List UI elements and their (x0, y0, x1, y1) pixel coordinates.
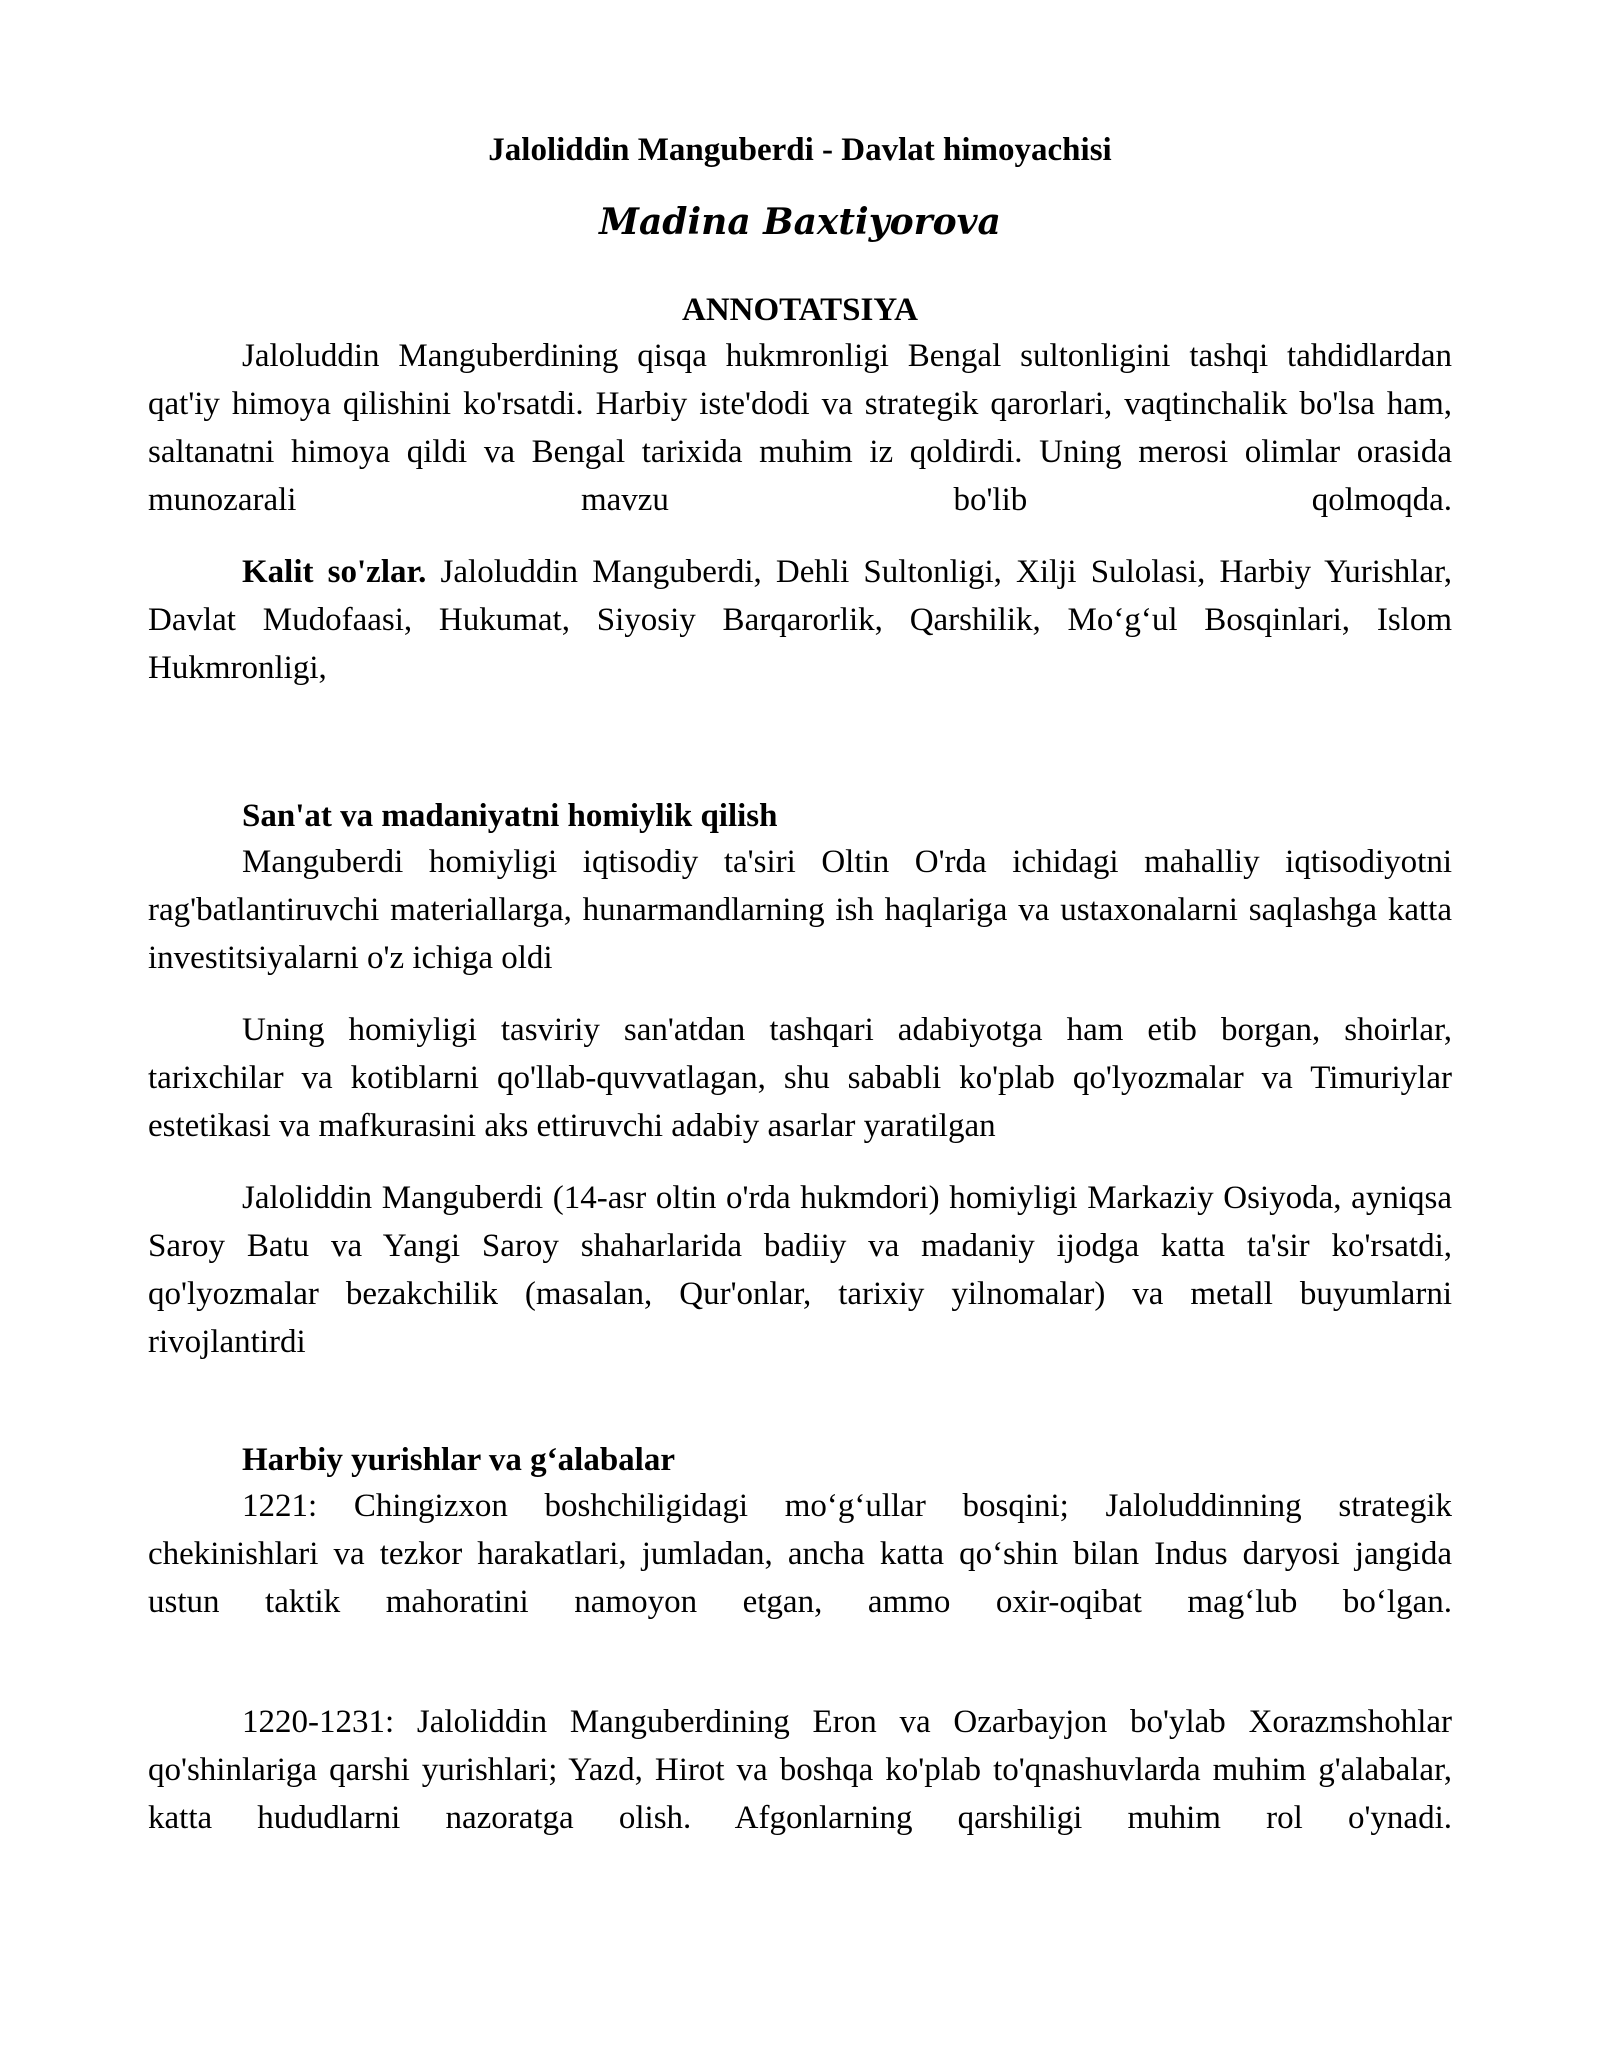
keywords-label: Kalit so'zlar. (242, 554, 427, 590)
keywords-paragraph (148, 548, 1452, 692)
annotation-paragraph: Jaloluddin Manguberdining qisqa hukmronligi Bengal sultonligini tashqi tahdidlardan qat'iy himoya qilishini ko'rsatdi. Harbiy iste'dodi va strategik qarorlari, vaqtinchalik bo'lsa ham, saltanatni himoya qildi va Bengal tarixida muhim iz qoldirdi. Uning merosi olimlar orasida munozarali mavzu bo'lib qolmoqda. (148, 338, 1452, 518)
arts-paragraph-2: Uning homiyligi tasviriy san'atdan tashqari adabiyotga ham etib borgan, shoirlar, tarixchilar va kotiblarni qo'llab-quvvatlagan, shu sababli ko'plab qo'lyozmalar va Timuriylar estetikasi va mafkurasini aks ettiruvchi adabiy asarlar yaratilgan (148, 1012, 1452, 1144)
annotation-heading: ANNOTATSIYA (682, 292, 918, 328)
section-heading-arts: San'at va madaniyatni homiylik qilish (242, 798, 778, 834)
arts-paragraph-3: Jaloliddin Manguberdi (14-asr oltin o'rda hukmdori) homiyligi Markaziy Osiyoda, ayniqsa Saroy Batu va Yangi Saroy shaharlarida badiiy va madaniy ijodga katta ta'sir ko'rsatdi, qo'lyozmalar bezakchilik (masalan, Qur'onlar, tarixiy yilnomalar) va metall buyumlarni rivojlantirdi (148, 1180, 1452, 1360)
author-name: Madina Baxtiyorova (599, 201, 1001, 243)
campaigns-paragraph-2: 1220-1231: Jaloliddin Manguberdining Eron va Ozarbayjon bo'ylab Xorazmshohlar qo'shinlariga qarshi yurishlari; Yazd, Hirot va boshqa ko'plab to'qnashuvlarda muhim g'alabalar, katta hududlarni nazoratga olish. Afgonlarning qarshiligi muhim rol o'ynadi. (148, 1704, 1452, 1836)
document-title: Jaloliddin Manguberdi - Davlat himoyachisi (488, 132, 1112, 168)
document-content (148, 128, 1452, 1842)
arts-paragraph-1: Manguberdi homiyligi iqtisodiy ta'siri Oltin O'rda ichidagi mahalliy iqtisodiyotni rag'batlantiruvchi materiallarga, hunarmandlarning ish haqlariga va ustaxonalarni saqlashga katta investitsiyalarni o'z ichiga oldi (148, 844, 1452, 976)
campaigns-paragraph-1: 1221: Chingizxon boshchiligidagi mo‘g‘ullar bosqini; Jaloluddinning strategik chekinishlari va tezkor harakatlari, jumladan, ancha katta qo‘shin bilan Indus daryosi jangida ustun taktik mahoratini namoyon etgan, ammo oxir-oqibat mag‘lub bo‘lgan. (148, 1488, 1452, 1620)
section-heading-campaigns: Harbiy yurishlar va g‘alabalar (242, 1442, 675, 1478)
keywords-text: Jaloluddin Manguberdi, Dehli Sultonligi, Xilji Sulolasi, Harbiy Yurishlar, Davlat Mudofaasi, Hukumat, Siyosiy Barqarorlik, Qarshilik, Mo‘g‘ul Bosqinlari, Islom Hukmronligi, (148, 554, 1452, 686)
